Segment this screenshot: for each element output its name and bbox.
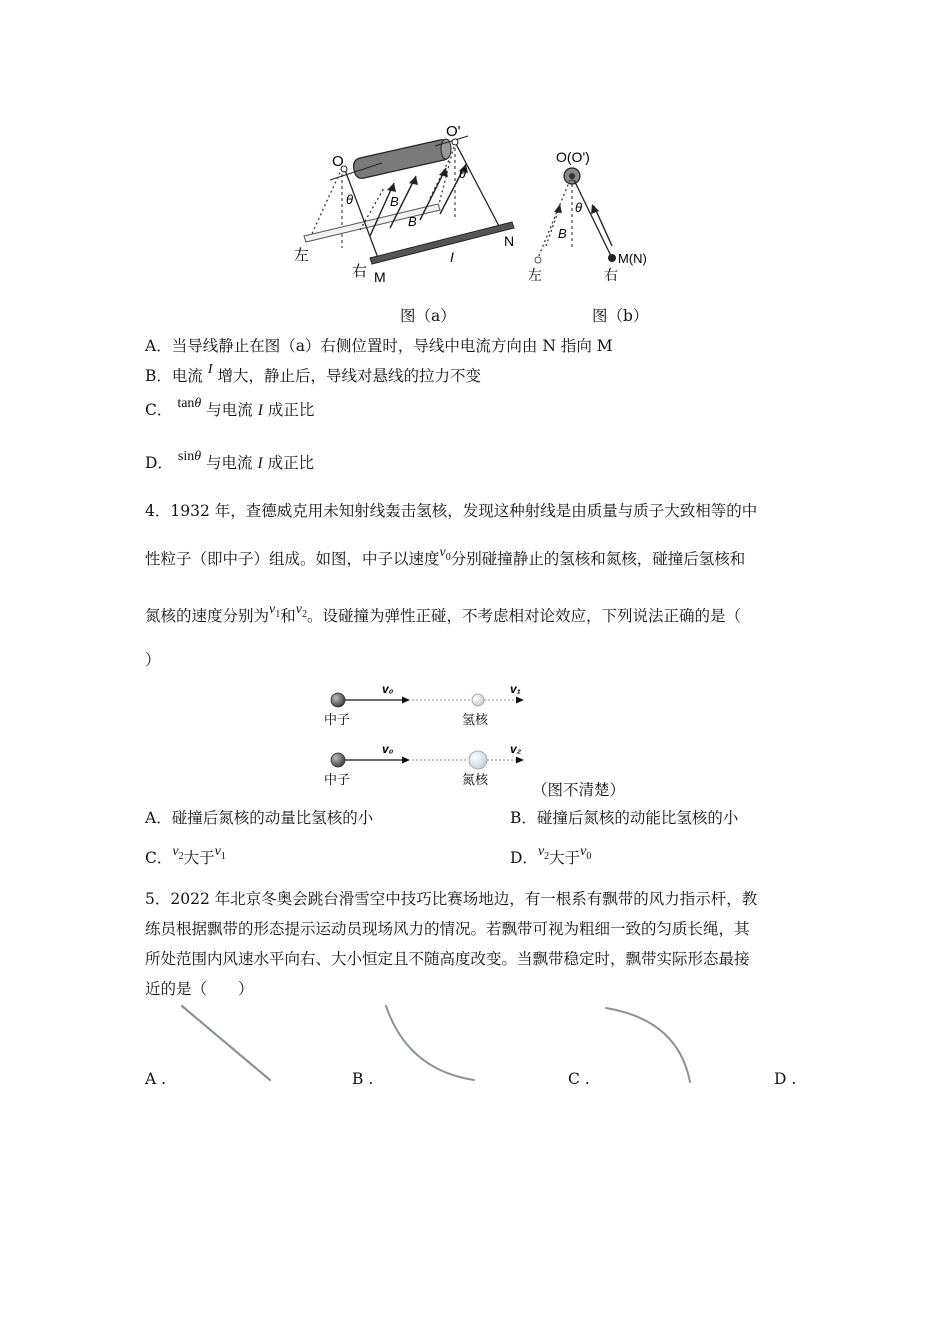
- q3-d-mid: 与电流: [206, 454, 253, 472]
- label-theta-b: θ: [575, 200, 583, 215]
- label-O-Oprime: O(O'): [556, 149, 590, 165]
- label-B-b: B: [558, 226, 567, 241]
- nitrogen-ball: [469, 751, 487, 769]
- magnet-wire-figure: [290, 118, 670, 293]
- q3-d-fn: sin: [177, 449, 195, 464]
- q3-c-I: I: [257, 402, 263, 419]
- label-v1: v₁: [510, 682, 521, 696]
- q4-l3-and: 和: [280, 607, 296, 625]
- q3-option-b: [145, 362, 481, 388]
- label-neutron-1: 中子: [324, 712, 351, 727]
- label-nitrogen: 氮核: [462, 772, 489, 787]
- q3-option-d: [145, 449, 315, 475]
- q3-d-I: I: [257, 455, 263, 472]
- label-I: I: [450, 249, 454, 265]
- label-hydrogen: 氢核: [462, 712, 489, 727]
- q3-d-pre: D．: [145, 454, 173, 472]
- hydrogen-ball: [472, 694, 484, 706]
- q3-option-c: [145, 396, 315, 422]
- label-theta-2: θ: [459, 166, 467, 181]
- label-B-2: B: [408, 214, 417, 229]
- q5-line-2: 练员根据飘带的形态提示运动员现场风力的情况。若飘带可视为粗细一致的匀质长绳，其: [145, 920, 750, 938]
- label-M: M: [374, 269, 386, 285]
- q3-option-a: A．当导线静止在图（a）右侧位置时，导线中电流方向由 N 指向 M: [145, 337, 613, 355]
- q4-option-d: D．$v_2$大于$v_0$: [510, 844, 592, 867]
- label-MN: M(N): [618, 251, 647, 266]
- q3-b-pre: B．电流: [145, 367, 203, 385]
- ribbon-a: [182, 1006, 270, 1080]
- q4-l2-post: 分别碰撞静止的氢核和氮核，碰撞后氢核和: [450, 550, 746, 568]
- label-neutron-2: 中子: [324, 772, 351, 787]
- q5-option-d: D .: [774, 1070, 797, 1088]
- q3-d-post: 成正比: [267, 454, 315, 472]
- figure-a: [294, 123, 514, 285]
- caption-a: 图（a）: [400, 307, 456, 325]
- q4-option-b: B．碰撞后氮核的动能比氢核的小: [510, 809, 739, 827]
- q4-line-2: [145, 545, 746, 576]
- q4-v2: $v_2$: [295, 602, 307, 620]
- q4-l3-post: 。设碰撞为弹性正碰，不考虑相对论效应，下列说法正确的是（: [306, 607, 741, 625]
- q4-line-4: ）: [145, 651, 161, 669]
- label-right-b: 右: [604, 267, 618, 283]
- q4-line-1: 4．1932 年，查德威克用未知射线轰击氢核，发现这种射线是由质量与质子大致相等的中: [145, 502, 758, 520]
- caption-b: 图（b）: [592, 307, 649, 325]
- label-v2: v₂: [510, 742, 522, 756]
- q3-b-post: 增大，静止后，导线对悬线的拉力不变: [217, 367, 481, 385]
- q4-v1: $v_1$: [269, 602, 281, 620]
- q4-l3-pre: 氮核的速度分别为: [145, 607, 270, 625]
- label-left: 左: [294, 247, 310, 264]
- q5-line-1: 5．2022 年北京冬奥会跳台滑雪空中技巧比赛场地边，有一根系有飘带的风力指示杆，教: [145, 890, 758, 908]
- q3-c-theta: θ: [194, 396, 202, 411]
- q4-l2-pre: 性粒子（即中子）组成。如图，中子以速度: [145, 550, 440, 568]
- label-N: N: [504, 233, 515, 249]
- q5-line-3: 所处范围内风速水平向右、大小恒定且不随高度改变。当飘带稳定时，飘带实际形态最接: [145, 950, 750, 968]
- q4-option-c: C．$v_2$大于$v_1$: [145, 844, 226, 867]
- label-v0-a: v₀: [382, 682, 394, 696]
- label-B-1: B: [390, 194, 399, 209]
- figure-b: [528, 149, 647, 283]
- ribbon-b: [386, 1006, 474, 1080]
- q3-c-post: 成正比: [267, 401, 315, 419]
- label-left-b: 左: [528, 267, 542, 283]
- q3-c-pre: C．: [145, 401, 173, 419]
- neutron-ball-2: [331, 753, 345, 767]
- q3-d-theta: θ: [194, 449, 202, 464]
- collision-figure: [318, 680, 528, 790]
- q5-option-b: B .: [352, 1070, 374, 1088]
- label-O: O: [332, 153, 344, 170]
- q3-c-mid: 与电流: [206, 401, 253, 419]
- q3-b-symbol: I: [207, 362, 213, 377]
- q5-option-c: C .: [568, 1070, 590, 1088]
- q4-option-a: A．碰撞后氮核的动量比氢核的小: [145, 809, 374, 827]
- figure-unclear-note: （图不清楚）: [532, 781, 626, 799]
- label-theta-1: θ: [346, 192, 354, 207]
- label-O-prime: O': [446, 123, 461, 140]
- label-v0-b: v₀: [382, 742, 394, 756]
- ribbon-shapes: [140, 1000, 820, 1090]
- ribbon-c: [606, 1008, 690, 1082]
- q4-v0: $v_0$: [439, 545, 451, 563]
- label-right: 右: [352, 263, 368, 280]
- q5-line-4: 近的是（ ）: [145, 980, 254, 998]
- q5-option-a: A .: [145, 1070, 167, 1088]
- q3-c-fn: tan: [177, 396, 195, 411]
- q4-line-3: [145, 602, 741, 633]
- neutron-ball-1: [331, 693, 345, 707]
